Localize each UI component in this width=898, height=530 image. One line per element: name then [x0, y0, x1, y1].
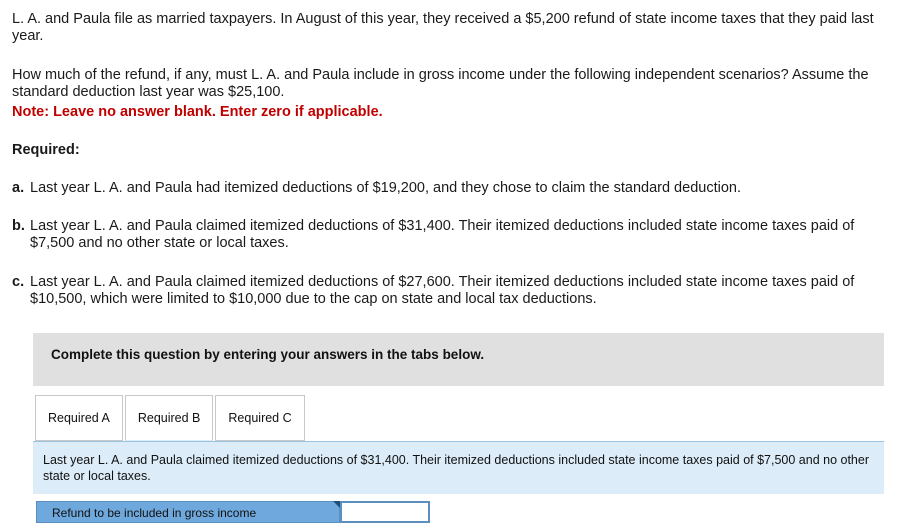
problem-note: Note: Leave no answer blank. Enter zero if applicable. — [12, 104, 383, 120]
problem-question: How much of the refund, if any, must L. A. and Paula include in gross income under the following independent scenarios? Assume the standard deduction last year was $25,100. — [12, 67, 869, 100]
tab-required-a[interactable]: Required A — [35, 395, 123, 441]
requirement-b — [12, 218, 882, 252]
instructions-banner: Complete this question by entering your answers in the tabs below. — [33, 333, 884, 386]
tab-panel-description: Last year L. A. and Paula claimed itemized deductions of $31,400. Their itemized deductions included state income taxes paid of $7,500 and no other state or local taxes. — [33, 441, 884, 494]
problem-intro: L. A. and Paula file as married taxpayers. In August of this year, they received a $5,200 refund of state income taxes that they paid last year. — [12, 11, 874, 44]
required-title: Required: — [12, 142, 80, 158]
corner-marker-icon — [333, 501, 340, 508]
requirement-b-text: Last year L. A. and Paula claimed itemized deductions of $31,400. Their itemized deductions included state income taxes paid of $7,500 and no other state or local taxes. — [30, 218, 855, 251]
requirement-c — [12, 274, 882, 308]
requirement-b-marker: b. — [12, 218, 25, 234]
refund-included-input[interactable] — [340, 501, 430, 523]
tab-required-b[interactable]: Required B — [125, 395, 214, 441]
requirement-c-text: Last year L. A. and Paula claimed itemized deductions of $27,600. Their itemized deductions included state income taxes paid of $10,500, which were limited to $10,000 due to the cap on state and local tax deductions. — [30, 274, 855, 307]
answer-label — [36, 501, 340, 523]
requirement-a-text: Last year L. A. and Paula had itemized deductions of $19,200, and they chose to claim the standard deduction. — [30, 180, 741, 196]
required-tabs — [35, 395, 307, 441]
answer-label-text: Refund to be included in gross income — [52, 506, 257, 520]
requirement-c-marker: c. — [12, 274, 25, 290]
tab-required-c[interactable]: Required C — [215, 395, 304, 441]
requirement-a — [12, 180, 882, 197]
requirement-a-marker: a. — [12, 180, 25, 196]
answer-row — [36, 501, 430, 523]
